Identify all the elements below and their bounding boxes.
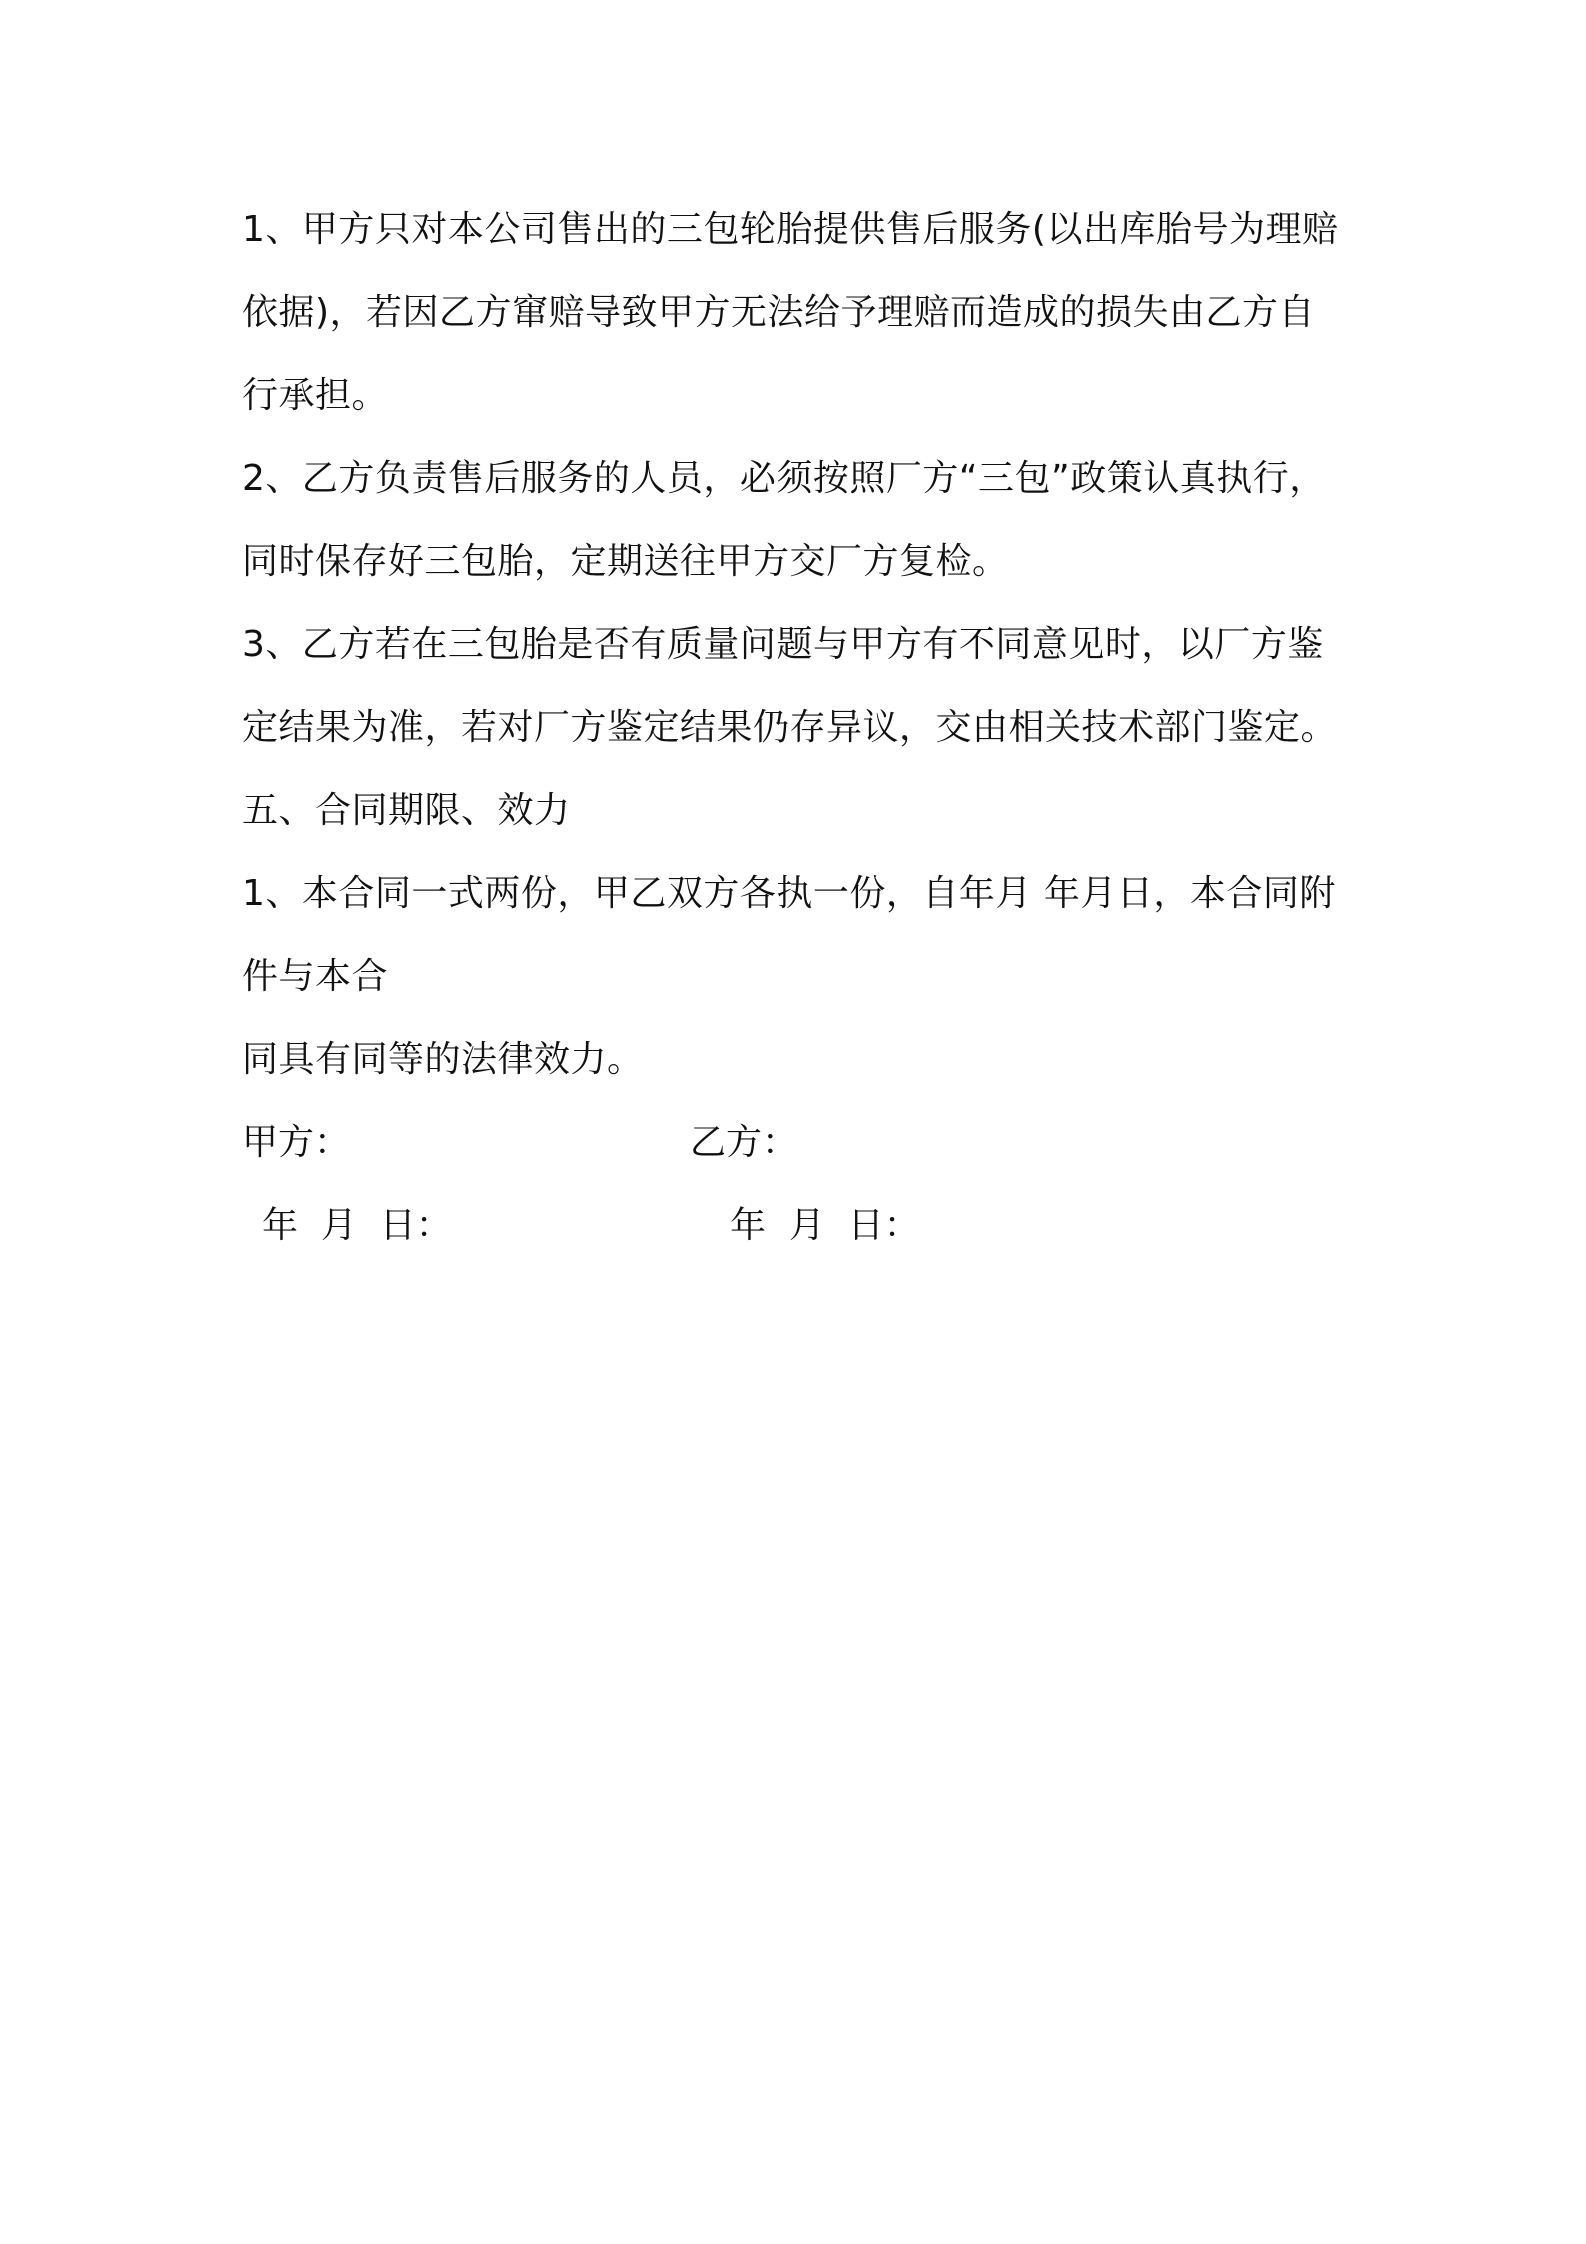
party-a-label: 甲方： — [242, 1122, 351, 1163]
clause-3-line-2: 定结果为准，若对厂方鉴定结果仍存异议，交由相关技术部门鉴定。 — [242, 707, 1338, 748]
clause-1-line-2: 依据)，若因乙方窜赔导致甲方无法给予理赔而造成的损失由乙方自 — [242, 292, 1316, 333]
section-5-clause-1-line-2: 件与本合 — [242, 956, 389, 997]
clause-2-line-2: 同时保存好三包胎，定期送往甲方交厂方复检。 — [242, 541, 1009, 582]
party-b-label: 乙方： — [690, 1122, 799, 1163]
section-5-clause-1-line-3: 同具有同等的法律效力。 — [242, 1039, 644, 1080]
clause-2-line-1: 2、乙方负责售后服务的人员，必须按照厂方“三包”政策认真执行， — [242, 458, 1326, 499]
clause-3-line-1: 3、乙方若在三包胎是否有质量问题与甲方有不同意见时，以厂方鉴 — [242, 624, 1324, 665]
section-5-heading: 五、合同期限、效力 — [242, 790, 571, 831]
party-b-date: 年 月 日： — [730, 1205, 920, 1246]
party-a-date: 年 月 日： — [262, 1205, 452, 1246]
clause-1-line-1: 1、甲方只对本公司售出的三包轮胎提供售后服务(以出库胎号为理赔 — [242, 209, 1339, 250]
section-5-clause-1-line-1: 1、本合同一式两份，甲乙双方各执一份，自年月 年月日，本合同附 — [242, 873, 1336, 914]
clause-1-line-3: 行承担。 — [242, 375, 389, 416]
